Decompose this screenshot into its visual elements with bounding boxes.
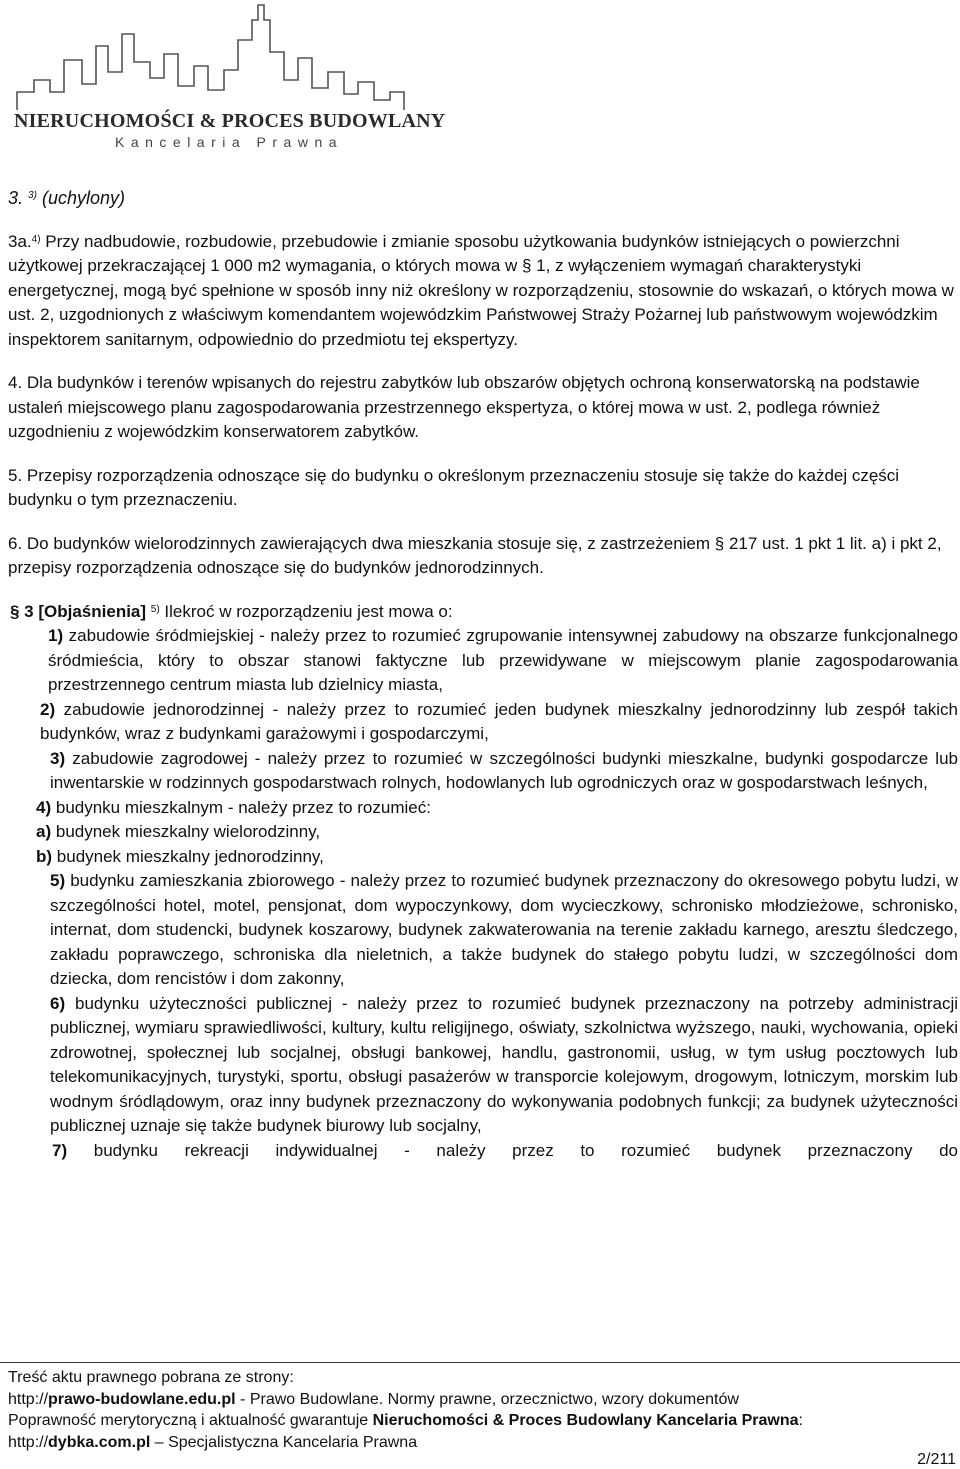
page-footer (0, 1362, 960, 1453)
section-5: 5. Przepisy rozporządzenia odnoszące się do budynku o określonym przeznaczeniu stosuje się także do każdej części budynku o tym przeznaczeniu. (8, 465, 900, 509)
item-number: 4) (36, 797, 52, 817)
item-text: budynku mieszkalnym - należy przez to rozumieć: (55, 797, 431, 817)
footer-link-dybka[interactable]: dybka.com.pl (48, 1433, 151, 1451)
section-4: 4. Dla budynków i terenów wpisanych do rejestru zabytków lub obszarów objętych ochroną konserwatorską na podstawie ustaleń miejscowego planu zagospodarowania przestrzennego ekspertyza, o której mowa w ust. 2, podlega również uzgodnieniu z wojewódzkim konserwatorem zabytków. (8, 373, 920, 441)
item-text: budynek mieszkalny wielorodzinny, (55, 822, 321, 841)
item-number: 5) (50, 871, 66, 890)
definition-item (8, 869, 958, 992)
logo-title: NIERUCHOMOŚCI & PROCES BUDOWLANY (14, 110, 446, 132)
definition-item (8, 747, 958, 796)
item-text: zabudowie zagrodowej - należy przez to rozumieć w szczególności budynki mieszkalne, budynki gospodarcze lub inwentarskie w rodzinnych gospodarstwach rolnych, hodowlanych lub ogrodniczych oraz w gospodarstwach leśnych, (50, 748, 958, 792)
footnote-ref: 4) (31, 233, 41, 245)
footer-guarantee-line (8, 1410, 960, 1432)
definition-item (8, 624, 958, 698)
city-skyline-icon (12, 0, 422, 112)
item-text: budynku rekreacji indywidualnej - należy przez to rozumieć budynek przeznaczony do (93, 1140, 958, 1160)
definition-item (8, 796, 958, 821)
item-text: budynku użyteczności publicznej - należy przez to rozumieć budynek przeznaczony na potrzeby administracji publicznej, wymiaru sprawiedliwości, kultury, kultu religijnego, oświaty, szkolnictwa wyższego, nauki, wychowania, opieki zdrowotnej, społecznej lub socjalnej, obsługi bankowej, handlu, gastronomii, usług, w tym usług pocztowych lub telekomunikacyjnych, turystyki, sportu, obsługi pasażerów w transporcie kolejowym, drogowym, lotniczym, morskim lub wodnym śródlądowym, oraz inny budynek przeznaczony do wykonywania podobnych funkcji; za budynek użyteczności publicznej uznaje się także budynek biurowy lub socjalny, (50, 993, 958, 1135)
paragraph-3-title: § 3 [Objaśnienia] (10, 601, 147, 621)
footnote-ref: 5) (150, 603, 160, 615)
item-number: 6) (50, 993, 66, 1013)
footer-firm-line (8, 1432, 960, 1454)
logo-subtitle: Kancelaria Prawna (115, 134, 344, 150)
footer-guarantee-text: Poprawność merytoryczną i aktualność gwarantuje (8, 1412, 373, 1429)
item-text: budynek mieszkalny jednorodzinny, (56, 846, 324, 866)
footer-url-prefix: http:// (8, 1390, 49, 1408)
section-3a-text: Przy nadbudowie, rozbudowie, przebudowie i zmianie sposobu użytkowania budynków istniejących o powierzchni użytkowej przekraczającej 1 000 m2 wymagania, o których mowa w § 1, z wyłączeniem wymagań charakterystyki energetycznej, mogą być spełnione w sposób inny niż określony w rozporządzeniu, stosownie do wskazań, o których mowa w ust. 2, uzgodnionych z właściwym komendantem wojewódzkim Państwowej Straży Pożarnej lub państwowym wojewódzkim inspektorem sanitarnym, odpowiednio do przedmiotu tej ekspertyzy. (8, 231, 954, 349)
logo (12, 0, 446, 160)
definitions-list (8, 624, 958, 1163)
footer-source-description: - Prawo Budowlane. Normy prawne, orzecznictwo, wzory dokumentów (235, 1390, 739, 1408)
definition-item (8, 1139, 958, 1164)
paragraph-3-intro: Ilekroć w rozporządzeniu jest mowa o: (164, 601, 453, 621)
section-3a (8, 230, 958, 353)
item-text: zabudowie jednorodzinnej - należy przez to rozumieć jeden budynek mieszkalny jednorodzinny lub zespół takich budynków, wraz z budynkami garażowymi i gospodarczymi, (40, 699, 959, 743)
footer-colon: : (798, 1412, 803, 1429)
section-3a-number: 3a. (8, 231, 32, 251)
page-number: 2/211 (917, 1451, 956, 1468)
footer-link-prawo-budowlane[interactable]: prawo-budowlane.edu.pl (48, 1390, 236, 1408)
section-3 (8, 186, 958, 211)
document-body (8, 186, 958, 1163)
definition-item (8, 992, 958, 1139)
item-number: 7) (52, 1140, 68, 1160)
footer-source-label: Treść aktu prawnego pobrana ze strony: (8, 1369, 294, 1386)
footer-url-prefix: http:// (8, 1433, 49, 1451)
definition-item (8, 698, 958, 747)
footer-source-line (8, 1389, 960, 1411)
item-number: 3) (50, 748, 66, 768)
item-text: budynku zamieszkania zbiorowego - należy przez to rozumieć budynek przeznaczony do okresowego pobytu ludzi, w szczególności hotel, motel, pensjonat, dom wypoczynkowy, dom wycieczkowy, schronisko młodzieżowe, schronisko, internat, dom studencki, budynek koszarowy, budynek zakwaterowania na terenie zakładu karnego, aresztu śledczego, zakładu poprawczego, schroniska dla nieletnich, a także budynek do stałego pobytu ludzi, w szczególności dom dziecka, dom rencistów i dom zakonny, (50, 871, 958, 988)
item-number: b) (36, 846, 53, 866)
item-number: 1) (48, 626, 64, 645)
item-number: a) (36, 822, 52, 841)
item-text: zabudowie śródmiejskiej - należy przez to rozumieć zgrupowanie intensywnej zabudowy na obszarze funkcjonalnego śródmieścia, który to obszar stanowi faktyczne lub przewidywane w miejscowym planie zagospodarowania przestrzennego centrum miasta lub dzielnicy miasta, (48, 626, 958, 694)
definition-subitem (8, 820, 958, 845)
section-3-number: 3. (8, 188, 24, 208)
section-3-text: (uchylony) (41, 188, 125, 208)
footer-firm-description: – Specjalistyczna Kancelaria Prawna (150, 1433, 418, 1451)
section-6: 6. Do budynków wielorodzinnych zawierających dwa mieszkania stosuje się, z zastrzeżeniem § 217 ust. 1 pkt 1 lit. a) i pkt 2, przepisy rozporządzenia odnoszące się do budynków jednorodzinnych. (8, 533, 942, 577)
definition-subitem (8, 845, 958, 870)
footer-firm-name: Nieruchomości & Proces Budowlany Kancelaria Prawna (372, 1412, 799, 1429)
item-number: 2) (40, 699, 56, 719)
paragraph-3-heading (8, 600, 958, 625)
footnote-ref: 3) (28, 190, 37, 201)
